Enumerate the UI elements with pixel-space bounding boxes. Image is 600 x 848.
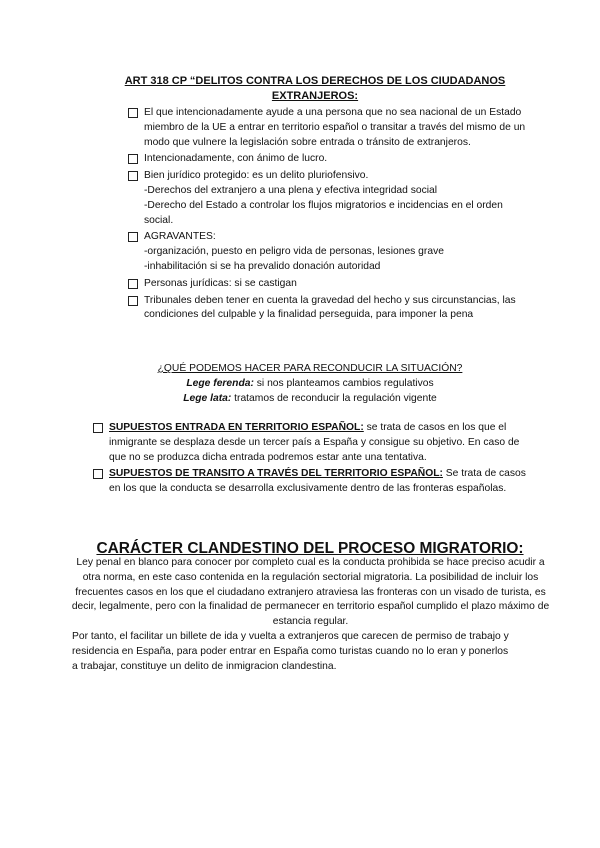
lege-ferenda-line [60, 377, 560, 392]
checklist-item [128, 294, 533, 324]
lege-lata-line [60, 392, 560, 407]
checkbox-icon[interactable] [128, 154, 138, 164]
lege-lata-text: tratamos de reconducir la regulación vigente [231, 393, 437, 404]
supuesto-item [93, 467, 528, 497]
supuesto-text: se trata de casos en los que el inmigrante se desplaza desde un tercer país a España y consigue su objetivo. En caso de que no se produzca dicha entrada podremos estar ante una tentativa. [109, 422, 520, 463]
paragraph-por-tanto: Por tanto, el facilitar un billete de ida y vuelta a extranjeros que carecen de permiso de trabajo y residencia en España, para poder entrar en España como turistas cuando no lo eran y ponerlos a trabajar, constituye un delito de inmigracion clandestina. [72, 631, 509, 672]
item-subline: -inhabilitación si se ha prevalido donación autoridad [144, 260, 381, 272]
supuesto-item [93, 421, 528, 465]
checkbox-icon[interactable] [93, 423, 103, 433]
item-subline: -organización, puesto en peligro vida de personas, lesiones grave [144, 246, 444, 258]
checkbox-icon[interactable] [128, 171, 138, 181]
item-subline: -Derecho del Estado a controlar los flujos migratorios e incidencias en el orden social. [144, 199, 503, 226]
supuesto-label: SUPUESTOS ENTRADA EN TERRITORIO ESPAÑOL: [109, 422, 364, 433]
lege-lata-label: Lege lata: [183, 393, 232, 404]
checkbox-icon[interactable] [128, 108, 138, 118]
checkbox-icon[interactable] [128, 296, 138, 306]
item-text: AGRAVANTES: [144, 231, 216, 243]
item-text: El que intencionadamente ayude a una persona que no sea nacional de un Estado miembro de la UE a entrar en territorio español o transitar a través del mismo de un modo que vulnere la legislación sobre entrada o tránsito de extranjeros. [144, 107, 526, 148]
checklist-item [128, 277, 533, 292]
lege-ferenda-text: si nos planteamos cambios regulativos [253, 378, 434, 389]
item-text: Bien jurídico protegido: es un delito pluriofensivo. [144, 170, 369, 182]
lege-ferenda-label: Lege ferenda: [186, 378, 254, 389]
section-heading: CARÁCTER CLANDESTINO DEL PROCESO MIGRATORIO: [96, 540, 524, 557]
document-title: ART 318 CP “DELITOS CONTRA LOS DERECHOS DE LOS CIUDADANOS EXTRANJEROS: [124, 75, 506, 102]
checklist-item [128, 230, 533, 274]
supuesto-label: SUPUESTOS DE TRANSITO A TRAVÉS DEL TERRITORIO ESPAÑOL: [109, 468, 443, 480]
item-subline: -Derechos del extranjero a una plena y efectiva integridad social [144, 184, 438, 196]
article-checklist [128, 106, 533, 325]
supuestos-list [93, 421, 528, 499]
paragraph-ley-penal: Ley penal en blanco para conocer por completo cual es la conducta prohibida se hace preciso acudir a otra norma, en este caso contenida en la regulación sectorial migratoria. La posibilidad de incluir los frecuentes casos en los que el ciudadano extranjero atraviesa las fronteras con un visado de turista, es decir, legalmente, pero con la finalidad de permanecer en territorio español cumplido el plazo máximo de estancia regular. [71, 557, 550, 628]
supuesto-text: Se trata de casos en los que la conducta se desarrolla exclusivamente dentro de las fronteras españolas. [109, 468, 526, 495]
item-text: Tribunales deben tener en cuenta la gravedad del hecho y sus circunstancias, las condiciones del culpable y la finalidad perseguida, para imponer la pena [144, 294, 516, 321]
checkbox-icon[interactable] [93, 469, 103, 479]
item-text: Personas jurídicas: si se castigan [144, 277, 297, 289]
item-text: Intencionadamente, con ánimo de lucro. [144, 153, 328, 165]
checkbox-icon[interactable] [128, 232, 138, 242]
checklist-item [128, 152, 533, 167]
question-heading: ¿QUÉ PODEMOS HACER PARA RECONDUCIR LA SITUACIÓN? [157, 363, 463, 374]
checklist-item [128, 169, 533, 228]
checklist-item [128, 106, 533, 150]
checkbox-icon[interactable] [128, 279, 138, 289]
